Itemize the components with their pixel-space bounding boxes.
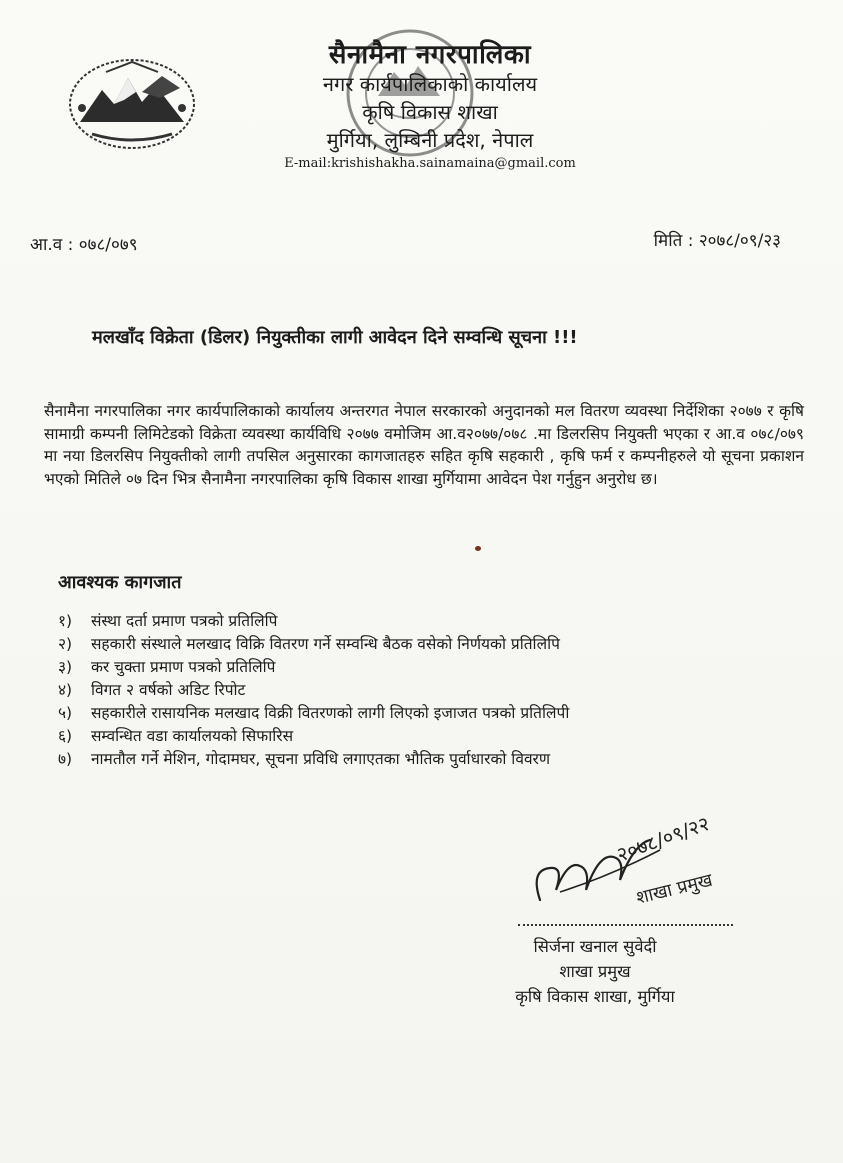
- list-item: [58, 702, 778, 725]
- list-item: [58, 633, 778, 656]
- signatory-title: शाखा प्रमुख: [559, 962, 631, 981]
- item-number: ३): [58, 658, 73, 676]
- item-text: कर चुक्ता प्रमाण पत्रको प्रतिलिपि: [90, 658, 276, 676]
- item-number: २): [58, 635, 73, 653]
- item-number: ५): [58, 704, 73, 722]
- fiscal-year: आ.व : ०७८/०७९: [30, 235, 138, 255]
- ink-mark: [475, 546, 481, 551]
- documents-list: [58, 610, 778, 771]
- address: मुर्गिया, लुम्बिनी प्रदेश, नेपाल: [326, 128, 534, 152]
- list-item: [58, 656, 778, 679]
- list-item: [58, 725, 778, 748]
- item-text: सहकारी संस्थाले मलखाद विक्रि वितरण गर्ने सम्वन्धि बैठक वसेको निर्णयको प्रतिलिपि: [90, 635, 560, 653]
- list-item: [58, 610, 778, 633]
- signatory-office: कृषि विकास शाखा, मुर्गिया: [515, 987, 675, 1006]
- list-item: [58, 679, 778, 702]
- signature-date: २०७८/०९/२२: [613, 811, 713, 867]
- branch-name: कृषि विकास शाखा: [362, 100, 498, 124]
- item-text: नामतौल गर्ने मेशिन, गोदामघर, सूचना प्रविधि लगाएतका भौतिक पुर्वाधारको विवरण: [90, 750, 551, 768]
- handwritten-signature: [520, 780, 780, 920]
- letterhead: [270, 40, 590, 171]
- item-text: सहकारीले रासायनिक मलखाद विक्री वितरणको लागी लिएको इजाजत पत्रको प्रतिलिपी: [90, 704, 570, 722]
- item-text: सम्वन्धित वडा कार्यालयको सिफारिस: [90, 727, 294, 745]
- subject-line: मलखाँद विक्रेता (डिलर) नियुक्तीका लागी आवेदन दिने सम्वन्धि सूचना !!!: [92, 327, 578, 348]
- signatory-block: [480, 934, 710, 1009]
- email: E-mail:krishishakha.sainamaina@gmail.com: [284, 156, 576, 171]
- item-text: विगत २ वर्षको अडिट रिपोट: [90, 681, 246, 699]
- documents-heading: आवश्यक कागजात: [58, 572, 182, 593]
- issue-date: मिति : २०७८/०९/२३: [653, 231, 781, 251]
- signature-title: शाखा प्रमुख: [634, 869, 715, 909]
- item-number: ७): [58, 750, 73, 768]
- signatory-name: सिर्जना खनाल सुवेदी: [533, 937, 657, 956]
- item-number: ४): [58, 681, 73, 699]
- item-number: ६): [58, 727, 73, 745]
- item-number: १): [58, 612, 73, 630]
- list-item: [58, 748, 778, 771]
- notice-body: सैनामैना नगरपालिका नगर कार्यपालिकाको कार्यालय अन्तरगत नेपाल सरकारको अनुदानको मल वितरण व्यवस्था निर्देशिका २०७७ र कृषि सामाग्री कम्पनी लिमिटेडको विक्रेता व्यवस्था कार्यविधि २०७७ वमोजिम आ.व२०७७/०७८ .मा डिलरसिप नियुक्ती भएका र आ.व ०७८/०७९ मा नया डिलरसिप नियुक्तीको लागी तपसिल अनुसारका कागजातहरु सहित कृषि सहकारी , कृषि फर्म र कम्पनीहरुले यो सूचना प्रकाशन भएको मितिले ०७ दिन भित्र सैनामैना नगरपालिका कृषि विकास शाखा मुर्गियामा आवेदन पेश गर्नुहुन अनुरोध छ।: [44, 402, 804, 488]
- nepal-emblem-icon: [62, 52, 202, 152]
- item-text: संस्था दर्ता प्रमाण पत्रको प्रतिलिपि: [90, 612, 278, 630]
- signature-line: [518, 924, 733, 926]
- office-name: सैनामैना नगरपालिका: [328, 40, 532, 70]
- sub-office-name: नगर कार्यपालिकाको कार्यालय: [322, 72, 538, 96]
